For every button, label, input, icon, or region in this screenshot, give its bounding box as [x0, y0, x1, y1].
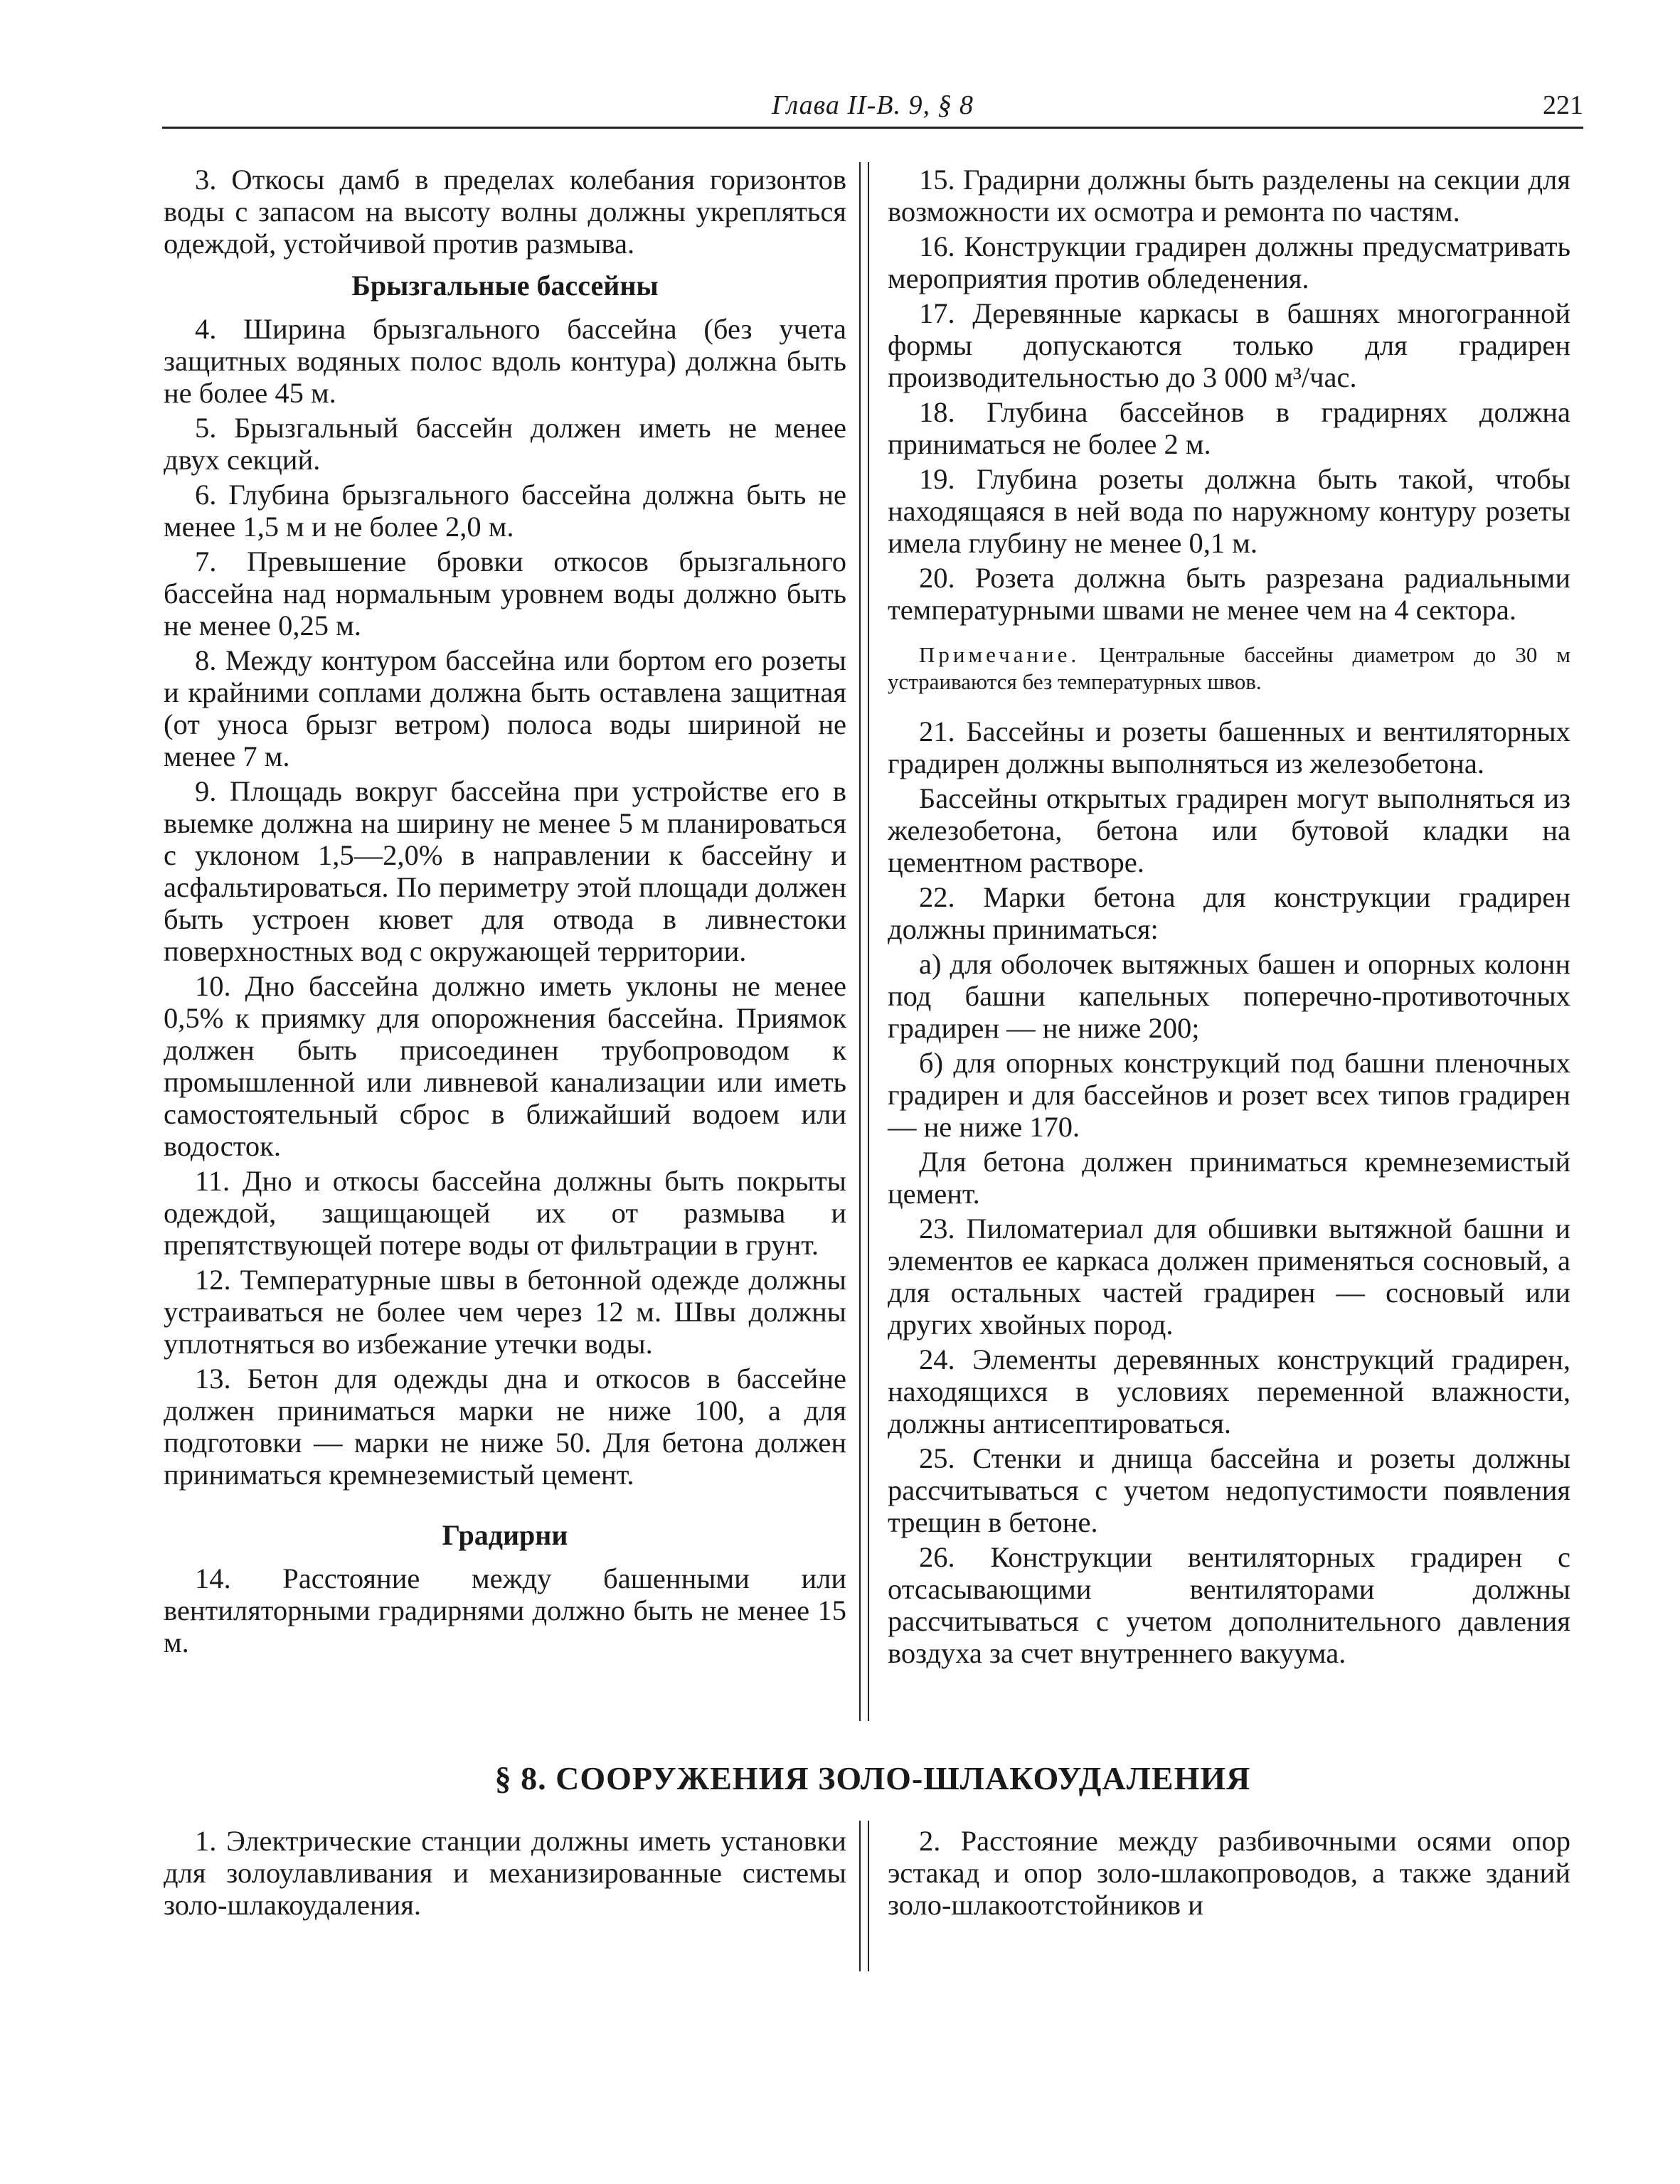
paragraph-12: 12. Температурные швы в бетонной одежде должны устраиваться не более чем через 12 м. Швы должны уплотняться во избежание утечки воды. — [164, 1264, 846, 1360]
paragraph-16: 16. Конструкции градирен должны предусматривать мероприятия против обледенения. — [888, 230, 1570, 294]
paragraph-22: 22. Марки бетона для конструкции градирен должны приниматься: — [888, 881, 1570, 945]
paragraph-23: 23. Пиломатериал для обшивки вытяжной башни и элементов ее каркаса должен применяться сосновый, а для остальных частей градирен — сосновый или других хвойных пород. — [888, 1213, 1570, 1341]
paragraph-17: 17. Деревянные каркасы в башнях многогранной формы допускаются только для градирен производительностью до 3 000 м³/час. — [888, 297, 1570, 393]
paragraph-22-a: а) для оболочек вытяжных башен и опорных колонн под башни капельных поперечно-противоточных градирен — не ниже 200; — [888, 948, 1570, 1044]
section-column-divider — [859, 1821, 869, 1971]
paragraph-6: 6. Глубина брызгального бассейна должна быть не менее 1,5 м и не более 2,0 м. — [164, 479, 846, 543]
running-head — [162, 90, 1583, 127]
section-title: § 8. СООРУЖЕНИЯ ЗОЛО-ШЛАКОУДАЛЕНИЯ — [494, 1760, 1251, 1796]
right-column — [888, 164, 1570, 1669]
paragraph-10: 10. Дно бассейна должно иметь уклоны не менее 0,5% к приямку для опорожнения бассейна. Приямок должен быть присоединен трубопроводом к промышленной или ливневой канализации или иметь самостоятельный сброс в ближайший водоем или водосток. — [164, 970, 846, 1162]
section-right-column — [888, 1825, 1570, 1921]
heading-spray-pools: Брызгальные бассейны — [351, 270, 659, 302]
paragraph-21-continued: Бассейны открытых градирен могут выполняться из железобетона, бетона или бутовой кладки на цементном растворе. — [888, 782, 1570, 878]
section-paragraph-2: 2. Расстояние между разбивочными осями опор эстакад и опор золо-шлакопроводов, а также зданий золо-шлакоотстойников и — [888, 1825, 1570, 1921]
left-column — [164, 164, 846, 1658]
paragraph-15: 15. Градирни должны быть разделены на секции для возможности их осмотра и ремонта по частям. — [888, 164, 1570, 228]
paragraph-5: 5. Брызгальный бассейн должен иметь не менее двух секций. — [164, 412, 846, 476]
paragraph-19: 19. Глубина розеты должна быть такой, чтобы находящаяся в ней вода по наружному контуру розеты имела глубину не менее 0,1 м. — [888, 463, 1570, 559]
header-rule — [162, 127, 1583, 129]
paragraph-8: 8. Между контуром бассейна или бортом его розеты и крайними соплами должна быть оставлена защитная (от уноса брызг ветром) полоса воды шириной не менее 7 м. — [164, 644, 846, 772]
paragraph-13: 13. Бетон для одежды дна и откосов в бассейне должен приниматься марки не ниже 100, а для подготовки — марки не ниже 50. Для бетона должен приниматься кремнеземистый цемент. — [164, 1363, 846, 1491]
paragraph-25: 25. Стенки и днища бассейна и розеты должны рассчитываться с учетом недопустимости появления трещин в бетоне. — [888, 1442, 1570, 1538]
section-left-column — [164, 1825, 846, 1921]
paragraph-21: 21. Бассейны и розеты башенных и вентиляторных градирен должны выполняться из железобетона. — [888, 715, 1570, 779]
section-paragraph-1: 1. Электрические станции должны иметь установки для золоулавливания и механизированные системы золо-шлакоудаления. — [164, 1825, 846, 1921]
paragraph-11: 11. Дно и откосы бассейна должны быть покрыты одеждой, защищающей их от размыва и препятствующей потере воды от фильтрации в грунт. — [164, 1165, 846, 1261]
paragraph-22-b: б) для опорных конструкций под башни пленочных градирен и для бассейнов и розет всех типов градирен — не ниже 170. — [888, 1047, 1570, 1143]
paragraph-9: 9. Площадь вокруг бассейна при устройстве его в выемке должна на ширину не менее 5 м планироваться с уклоном 1,5—2,0% в направлении к бассейну и асфальтироваться. По периметру этой площади должен быть устроен кювет для отвода в ливнестоки поверхностных вод с окружающей территории. — [164, 775, 846, 967]
paragraph-24: 24. Элементы деревянных конструкций градирен, находящихся в условиях переменной влажности, должны антисептироваться. — [888, 1343, 1570, 1439]
running-title: Глава II-В. 9, § 8 — [771, 90, 974, 120]
paragraph-4: 4. Ширина брызгального бассейна (без учета защитных водяных полос вдоль контура) должна быть не более 45 м. — [164, 313, 846, 409]
paragraph-14: 14. Расстояние между башенными или вентиляторными градирнями должно быть не менее 15 м. — [164, 1562, 846, 1658]
paragraph-18: 18. Глубина бассейнов в градирнях должна приниматься не более 2 м. — [888, 396, 1570, 460]
note-label: Примечание. — [919, 642, 1080, 667]
paragraph-20: 20. Розета должна быть разрезана радиальными температурными швами не менее чем на 4 сектора. — [888, 562, 1570, 626]
paragraph-7: 7. Превышение бровки откосов брызгального бассейна над нормальным уровнем воды должно быть не менее 0,25 м. — [164, 545, 846, 641]
paragraph-3: 3. Откосы дамб в пределах колебания горизонтов воды с запасом на высоту волны должны укрепляться одеждой, устойчивой против размыва. — [164, 164, 846, 260]
paragraph-22-cement: Для бетона должен приниматься кремнеземистый цемент. — [888, 1146, 1570, 1210]
page-number: 221 — [1543, 90, 1583, 120]
paragraph-26: 26. Конструкции вентиляторных градирен с отсасывающими вентиляторами должны рассчитываться с учетом дополнительного давления воздуха за счет внутреннего вакуума. — [888, 1541, 1570, 1669]
note-text: Центральные бассейны диаметром до 30 м устраиваются без температурных швов. — [888, 642, 1571, 694]
note — [888, 641, 1570, 696]
heading-cooling-towers: Градирни — [442, 1519, 568, 1551]
column-divider — [859, 162, 869, 1721]
